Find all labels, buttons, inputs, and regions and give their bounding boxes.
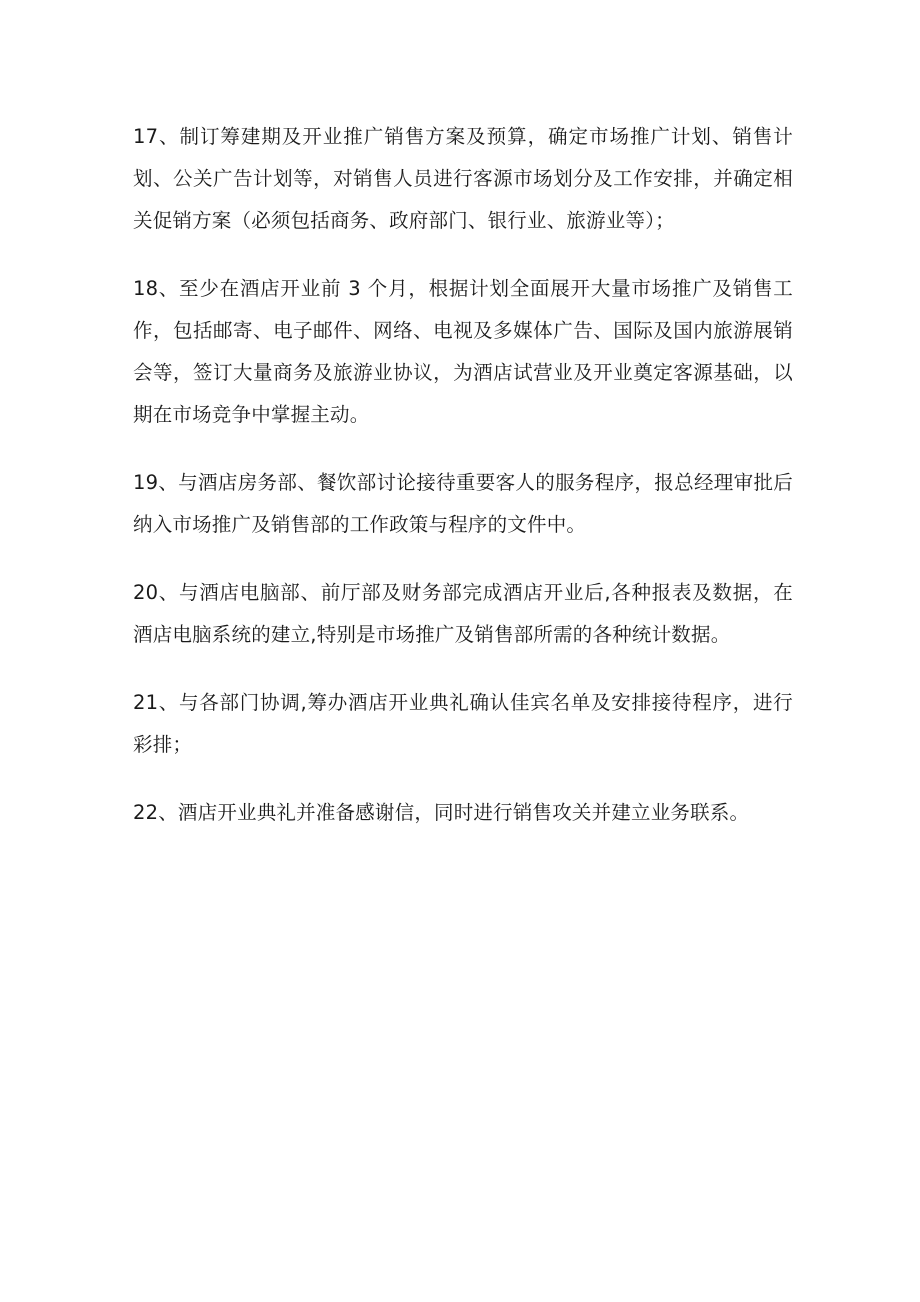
paragraph-item-22: 22、酒店开业典礼并准备感谢信，同时进行销售攻关并建立业务联系。 <box>133 801 750 824</box>
paragraph-item-20: 20、与酒店电脑部、前厅部及财务部完成酒店开业后,各种报表及数据，在酒店电脑系统的建立,特别是市场推广及销售部所需的各种统计数据。 <box>133 581 793 646</box>
paragraph-item-21: 21、与各部门协调,筹办酒店开业典礼确认佳宾名单及安排接待程序，进行彩排； <box>133 691 793 756</box>
document-body <box>133 116 793 834</box>
paragraph-item-19: 19、与酒店房务部、餐饮部讨论接待重要客人的服务程序，报总经理审批后纳入市场推广及销售部的工作政策与程序的文件中。 <box>133 471 793 536</box>
paragraph-item-17: 17、制订筹建期及开业推广销售方案及预算，确定市场推广计划、销售计划、公关广告计划等，对销售人员进行客源市场划分及工作安排，并确定相关促销方案（必须包括商务、政府部门、银行业、旅游业等）； <box>133 125 793 232</box>
paragraph-item-18: 18、至少在酒店开业前 3 个月，根据计划全面展开大量市场推广及销售工作，包括邮寄、电子邮件、网络、电视及多媒体广告、国际及国内旅游展销会等，签订大量商务及旅游业协议，为酒店试营业及开业奠定客源基础，以期在市场竞争中掌握主动。 <box>133 277 793 426</box>
